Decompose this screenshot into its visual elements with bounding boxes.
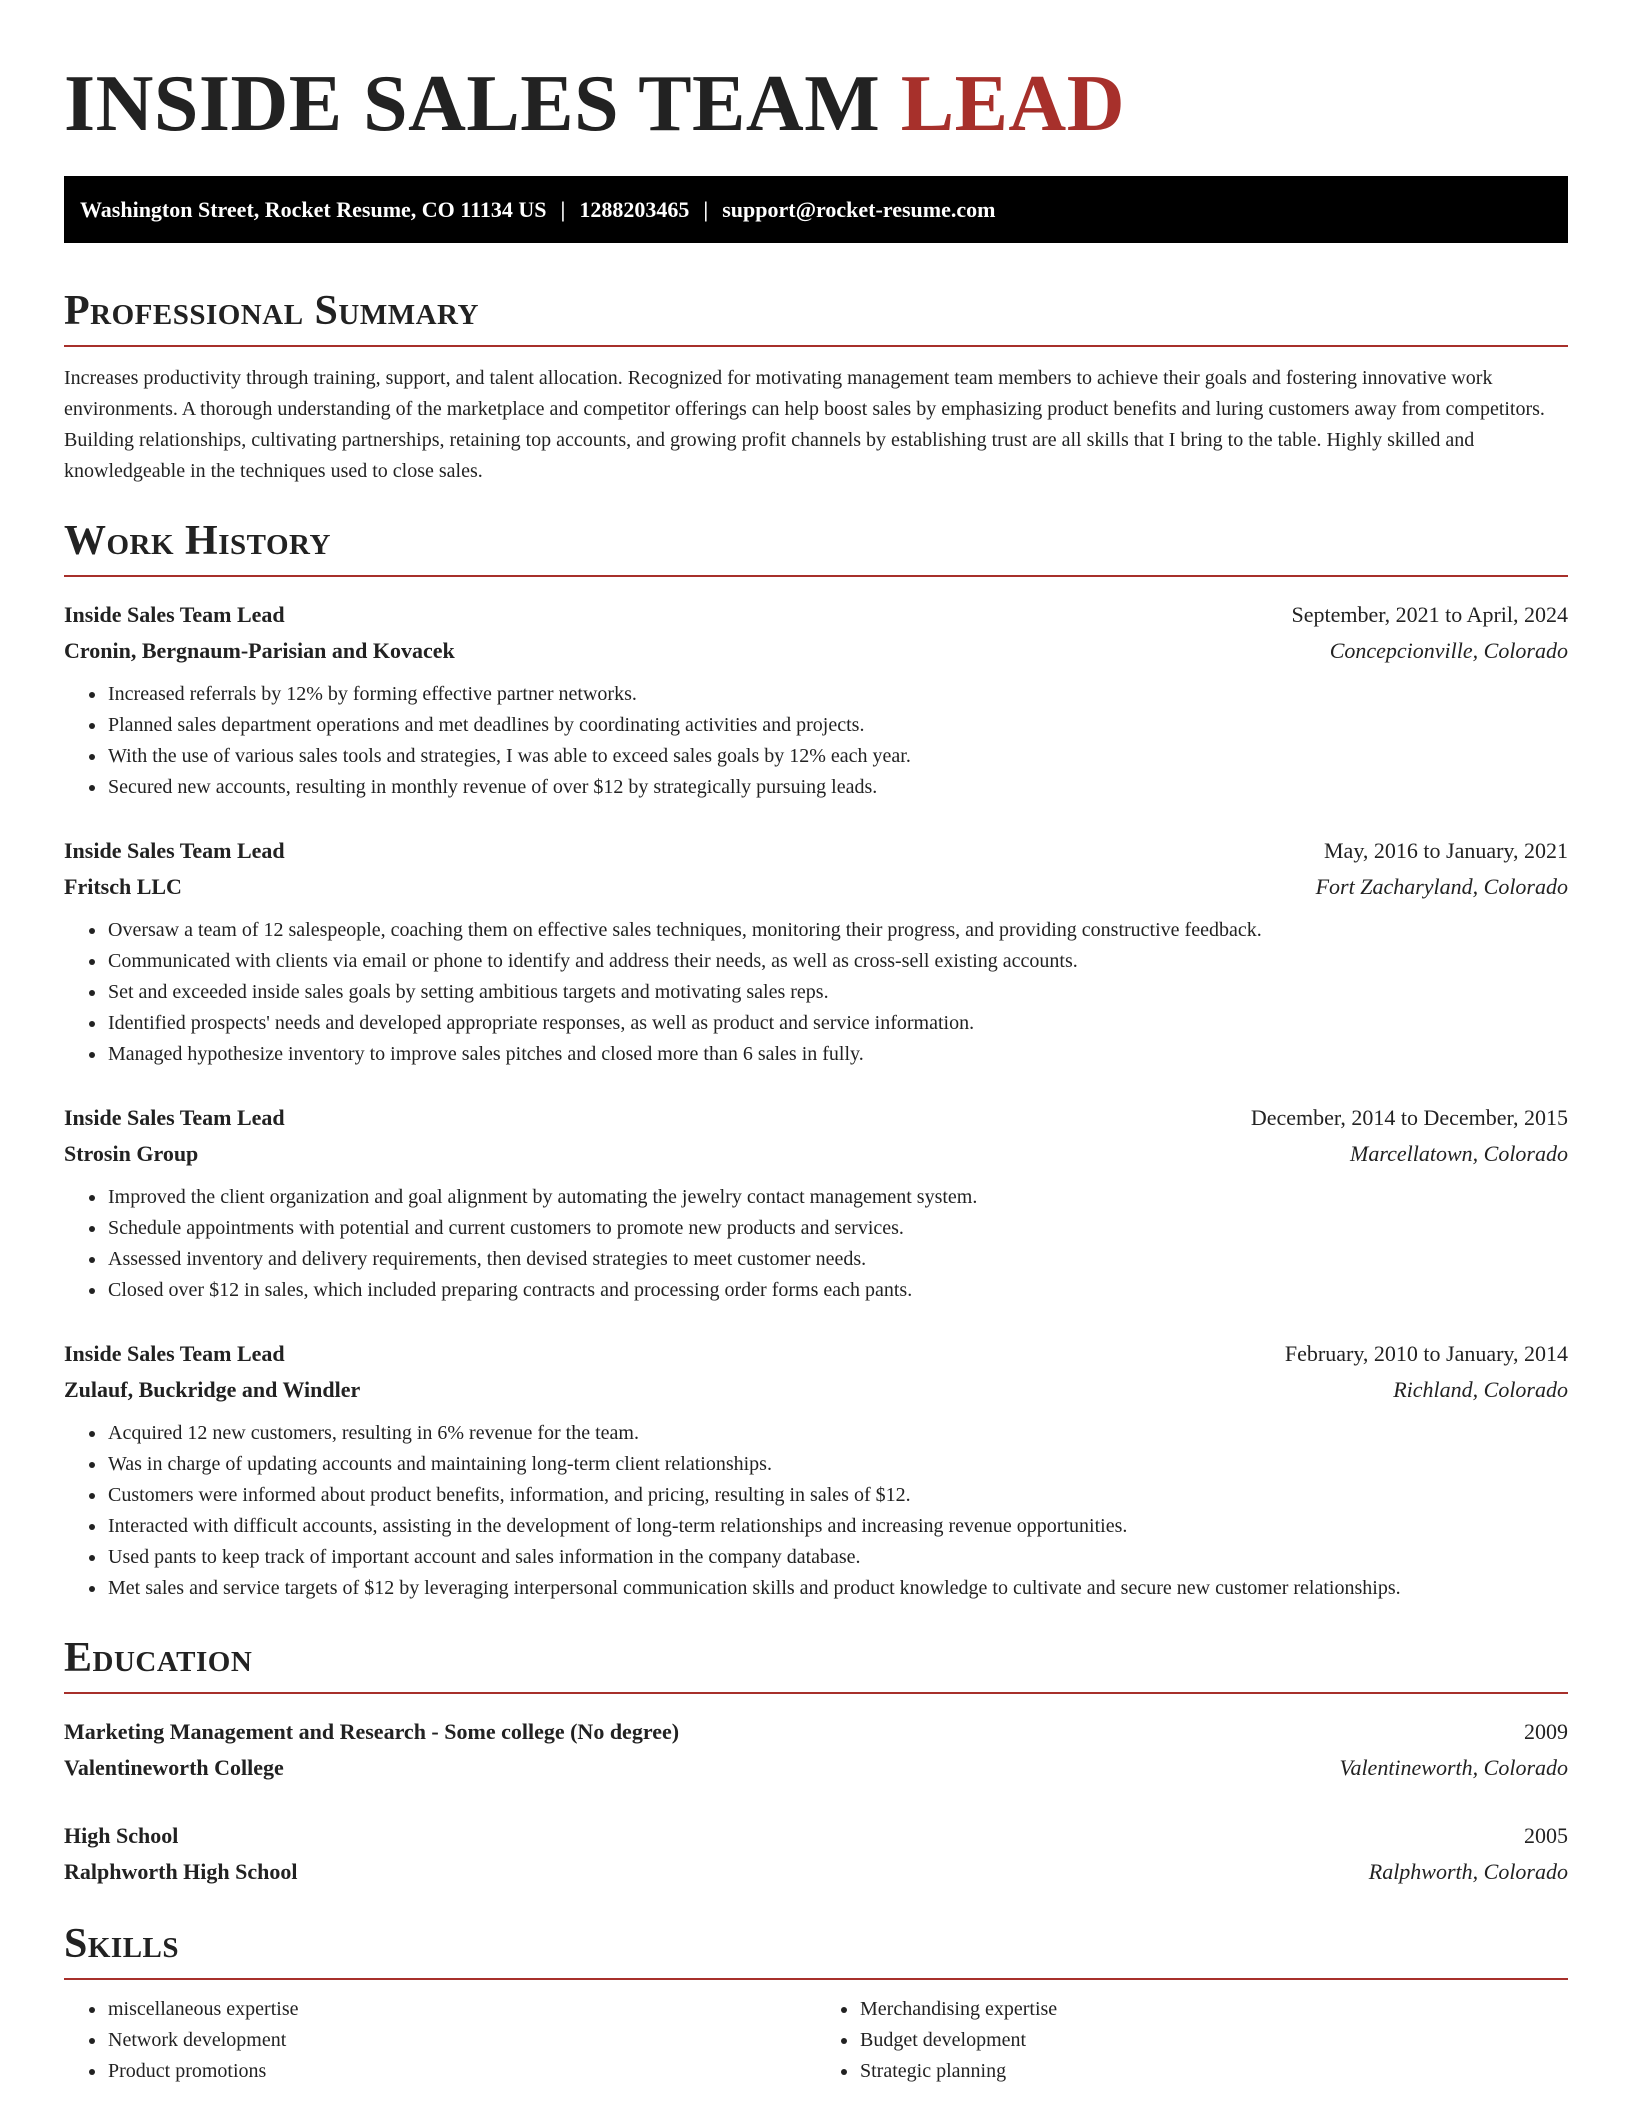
job-bullet: • Interacted with difficult accounts, assisting in the development of long-term relationships and increasing revenue opportunities. <box>107 1511 1568 1542</box>
job-bullet: • Met sales and service targets of $12 by leveraging interpersonal communication skills and product knowledge to cultivate and secure new customer relationships. <box>107 1573 1568 1604</box>
work-history-heading: Work History <box>64 518 331 564</box>
skill-item: • Strategic planning <box>859 2056 1568 2087</box>
job-dates: February, 2010 to January, 2014 <box>1284 1341 1568 1366</box>
job-title: Inside Sales Team Lead <box>64 1341 285 1366</box>
job-location: Fort Zacharyland, Colorado <box>1315 874 1568 899</box>
job-bullet: • Was in charge of updating accounts and maintaining long-term client relationships. <box>107 1449 1568 1480</box>
job-entry <box>64 1100 1568 1306</box>
education-heading: Education <box>64 1635 253 1681</box>
skills-section <box>64 1916 1568 2087</box>
skills-column-right <box>816 1994 1568 2087</box>
job-company: Zulauf, Buckridge and Windler <box>64 1377 361 1402</box>
job-bullet: • Identified prospects' needs and developed appropriate responses, as well as product and service information. <box>107 1008 1568 1039</box>
resume-title <box>64 0 1568 152</box>
job-dates: September, 2021 to April, 2024 <box>1291 602 1568 627</box>
education-entry <box>64 1818 1568 1890</box>
contact-email[interactable]: support@rocket-resume.com <box>722 197 996 222</box>
skill-item: • Budget development <box>859 2025 1568 2056</box>
job-bullet: • Planned sales department operations and met deadlines by coordinating activities and projects. <box>107 710 1568 741</box>
job-company: Fritsch LLC <box>64 874 182 899</box>
education-degree: High School <box>64 1823 179 1848</box>
job-bullets <box>64 1182 1568 1306</box>
job-location: Marcellatown, Colorado <box>1350 1141 1568 1166</box>
skills-heading: Skills <box>64 1921 180 1967</box>
job-bullet: • Secured new accounts, resulting in monthly revenue of over $12 by strategically pursuing leads. <box>107 772 1568 803</box>
job-entry <box>64 597 1568 803</box>
section-divider <box>64 1692 1568 1694</box>
job-bullet: • Assessed inventory and delivery requirements, then devised strategies to meet customer needs. <box>107 1244 1568 1275</box>
job-bullets <box>64 679 1568 803</box>
job-bullets <box>64 1418 1568 1604</box>
skills-list <box>816 1994 1568 2087</box>
education-year: 2009 <box>1524 1719 1568 1744</box>
education-school: Ralphworth High School <box>64 1859 298 1884</box>
summary-section <box>64 283 1568 487</box>
education-degree: Marketing Management and Research - Some college (No degree) <box>64 1719 680 1744</box>
job-bullet: • Used pants to keep track of important account and sales information in the company database. <box>107 1542 1568 1573</box>
education-school: Valentineworth College <box>64 1755 284 1780</box>
work-history-section <box>64 513 1568 1604</box>
job-bullet: • Oversaw a team of 12 salespeople, coaching them on effective sales techniques, monitoring their progress, and providing constructive feedback. <box>107 915 1568 946</box>
section-divider <box>64 345 1568 347</box>
job-company: Cronin, Bergnaum-Parisian and Kovacek <box>64 638 455 663</box>
contact-address: Washington Street, Rocket Resume, CO 11134 US <box>80 197 547 222</box>
education-entry <box>64 1714 1568 1786</box>
job-bullet: • Increased referrals by 12% by forming effective partner networks. <box>107 679 1568 710</box>
education-location: Ralphworth, Colorado <box>1368 1859 1568 1884</box>
job-title: Inside Sales Team Lead <box>64 1105 285 1130</box>
job-bullet: • Acquired 12 new customers, resulting in 6% revenue for the team. <box>107 1418 1568 1449</box>
section-divider <box>64 1978 1568 1980</box>
job-bullet: • Closed over $12 in sales, which included preparing contracts and processing order forms each pants. <box>107 1275 1568 1306</box>
job-dates: May, 2016 to January, 2021 <box>1324 838 1568 863</box>
education-location: Valentineworth, Colorado <box>1339 1755 1568 1780</box>
summary-heading: Professional Summary <box>64 288 479 334</box>
summary-text: Increases productivity through training, support, and talent allocation. Recognized for motivating management team members to achieve their goals and fostering innovative work environments. A thorough understanding of the marketplace and competitor offerings can help boost sales by emphasizing product benefits and luring customers away from competitors. Building relationships, cultivating partnerships, retaining top accounts, and growing profit channels by establishing trust are all skills that I bring to the table. Highly skilled and knowledgeable in the techniques used to close sales. <box>64 367 1545 482</box>
contact-phone: 1288203465 <box>579 197 690 222</box>
job-bullet: • Communicated with clients via email or phone to identify and address their needs, as well as cross-sell existing accounts. <box>107 946 1568 977</box>
education-year: 2005 <box>1524 1823 1568 1848</box>
title-accent: LEAD <box>900 60 1125 148</box>
skill-item: • Merchandising expertise <box>859 1994 1568 2025</box>
skill-item: • miscellaneous expertise <box>107 1994 816 2025</box>
job-bullet: • With the use of various sales tools and strategies, I was able to exceed sales goals by 12% each year. <box>107 741 1568 772</box>
job-bullet: • Set and exceeded inside sales goals by setting ambitious targets and motivating sales reps. <box>107 977 1568 1008</box>
job-bullet: • Improved the client organization and goal alignment by automating the jewelry contact management system. <box>107 1182 1568 1213</box>
job-company: Strosin Group <box>64 1141 199 1166</box>
skill-item: • Network development <box>107 2025 816 2056</box>
contact-separator: | <box>560 197 566 222</box>
job-dates: December, 2014 to December, 2015 <box>1250 1105 1568 1130</box>
contact-bar <box>64 176 1568 243</box>
job-bullets <box>64 915 1568 1070</box>
skill-item: • Product promotions <box>107 2056 816 2087</box>
job-title: Inside Sales Team Lead <box>64 838 285 863</box>
job-entry <box>64 833 1568 1070</box>
job-entry <box>64 1336 1568 1604</box>
job-location: Richland, Colorado <box>1393 1377 1568 1402</box>
skills-list <box>64 1994 816 2087</box>
job-title: Inside Sales Team Lead <box>64 602 285 627</box>
job-location: Concepcionville, Colorado <box>1329 638 1568 663</box>
job-bullet: • Managed hypothesize inventory to improve sales pitches and closed more than 6 sales in fully. <box>107 1039 1568 1070</box>
contact-separator: | <box>703 197 709 222</box>
job-bullet: • Schedule appointments with potential and current customers to promote new products and services. <box>107 1213 1568 1244</box>
skills-column-left <box>64 1994 816 2087</box>
job-bullet: • Customers were informed about product benefits, information, and pricing, resulting in sales of $12. <box>107 1480 1568 1511</box>
education-section <box>64 1630 1568 1890</box>
section-divider <box>64 575 1568 577</box>
skills-grid <box>64 1994 1568 2087</box>
title-main: INSIDE SALES TEAM <box>64 60 881 148</box>
